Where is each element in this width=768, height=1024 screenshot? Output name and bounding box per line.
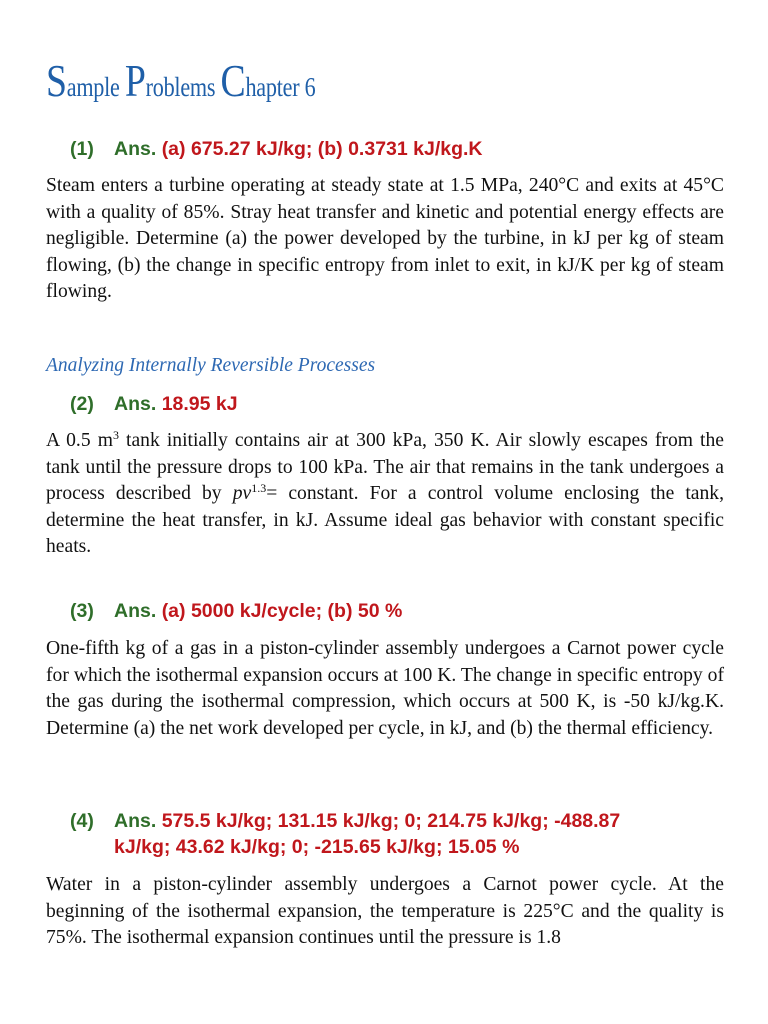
text-segment: = constant. For a control volume enclosing the tank, determine the heat transfer, in kJ. Assume ideal gas behavior with constant specific heats.	[46, 483, 724, 557]
answer-label: Ans.	[114, 138, 157, 160]
problem-3-text: One-fifth kg of a gas in a piston-cylinder assembly undergoes a Carnot power cycle for which the isothermal expansion occurs at 100 K. The change in specific entropy of the gas during the isothermal compression, which occurs at 500 K, is -50 kJ/kg.K. Determine (a) the net work developed per cycle, in kJ, and (b) the thermal efficiency.	[46, 638, 724, 739]
answer-value: 575.5 kJ/kg; 131.15 kJ/kg; 0; 214.75 kJ/kg; -488.87	[161, 810, 621, 832]
answer-label: Ans.	[114, 393, 157, 415]
answer-label: Ans.	[114, 600, 157, 622]
title-initial: S	[46, 55, 67, 106]
title-word-rest: roblems	[145, 72, 216, 102]
problem-1-text: Steam enters a turbine operating at steady state at 1.5 MPa, 240°C and exits at 45°C with a quality of 85%. Stray heat transfer and kinetic and potential energy effects are negligible. Determine (a) the power developed by the turbine, in kJ per kg of steam flowing, (b) the change in specific entropy from inlet to exit, in kJ/K per kg of steam flowing.	[46, 175, 724, 302]
superscript: 3	[112, 428, 119, 442]
title-word-rest: ample	[66, 72, 120, 102]
title-word-rest: hapter 6	[245, 72, 316, 102]
title-initial: C	[220, 55, 246, 106]
problem-4-text: Water in a piston-cylinder assembly undergoes a Carnot power cycle. At the beginning of the isothermal expansion, the temperature is 225°C and the quality is 75%. The isothermal expansion continues until the pressure is 1.8	[46, 874, 724, 948]
problem-number: (1)	[70, 138, 94, 160]
answer-value: (a) 5000 kJ/cycle; (b) 50 %	[161, 600, 403, 622]
answer-label: Ans.	[114, 810, 157, 832]
answer-value: (a) 675.27 kJ/kg; (b) 0.3731 kJ/kg.K	[161, 138, 483, 160]
problem-4-answer	[70, 808, 730, 860]
text-segment: tank initially contains air at 300 kPa, 350 K. Air slowly escapes from the tank until the pressure drops to 100 kPa. The air that remains in the tank undergoes a process described by	[46, 430, 724, 504]
answer-value: 18.95 kJ	[161, 393, 238, 415]
formula-variable: pv	[232, 483, 252, 504]
problem-3-answer	[70, 598, 730, 624]
text-segment: A 0.5 m	[46, 430, 113, 451]
problem-number: (4)	[70, 810, 94, 832]
problem-2-answer	[70, 391, 730, 417]
problem-number: (3)	[70, 600, 94, 622]
section-heading: Analyzing Internally Reversible Processes	[46, 355, 376, 376]
problem-1-answer	[70, 136, 730, 162]
answer-value: kJ/kg; 43.62 kJ/kg; 0; -215.65 kJ/kg; 15.05 %	[114, 836, 520, 858]
problem-2-text	[46, 428, 724, 561]
superscript: 1.3	[251, 481, 267, 495]
problem-number: (2)	[70, 393, 94, 415]
title-initial: P	[124, 55, 146, 106]
page-title	[46, 55, 316, 106]
